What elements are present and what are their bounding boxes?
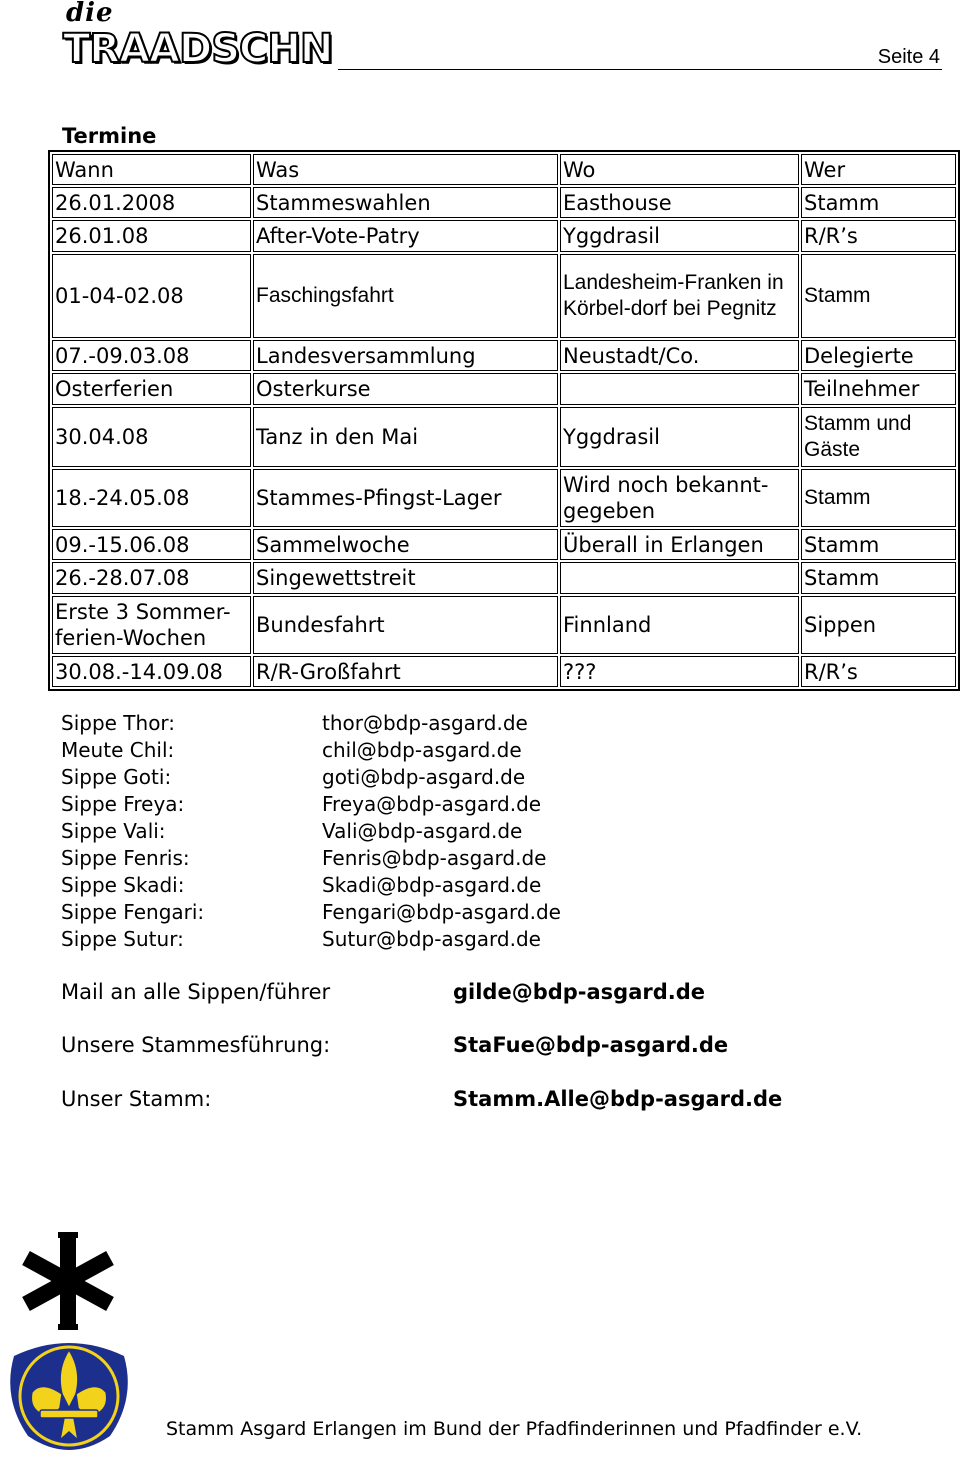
cell-was: Landesversammlung: [253, 340, 558, 371]
cell-wo: Landesheim-Franken in Körbel-dorf bei Pegnitz: [560, 254, 799, 338]
contact-email[interactable]: Sutur@bdp-asgard.de: [322, 927, 541, 951]
table-row: [52, 373, 956, 405]
mail-label: Unser Stamm:: [61, 1087, 212, 1111]
contact-name: Sippe Goti:: [61, 765, 172, 789]
cell-wann: 30.04.08: [52, 407, 251, 467]
table-row: [52, 596, 956, 654]
cell-wo: Yggdrasil: [560, 220, 799, 252]
contact-name: Sippe Fenris:: [61, 846, 190, 870]
contact-name: Sippe Vali:: [61, 819, 166, 843]
traadschn-logo: [60, 2, 335, 72]
table-row: [52, 340, 956, 371]
cell-wer: Stamm und Gäste: [801, 407, 956, 467]
cell-wann: 26.-28.07.08: [52, 562, 251, 594]
cell-wer: Teilnehmer: [801, 373, 956, 405]
cell-wann: 30.08.-14.09.08: [52, 656, 251, 687]
schedule-table: [48, 150, 960, 691]
cell-wo: [560, 562, 799, 594]
footer-text: Stamm Asgard Erlangen im Bund der Pfadfinderinnen und Pfadfinder e.V.: [166, 1418, 863, 1440]
mail-label: Unsere Stammesführung:: [61, 1033, 331, 1057]
table-row: [52, 529, 956, 560]
mail-label: Mail an alle Sippen/führer: [61, 980, 331, 1004]
contact-row: [61, 818, 561, 845]
cell-was: After-Vote-Patry: [253, 220, 558, 252]
contact-email[interactable]: Freya@bdp-asgard.de: [322, 792, 542, 816]
contact-name: Sippe Freya:: [61, 792, 185, 816]
table-header-row: [52, 154, 956, 185]
contact-name: Meute Chil:: [61, 738, 175, 762]
contact-row: [61, 737, 561, 764]
cell-wo: Wird noch bekannt-gegeben: [560, 469, 799, 527]
table-row: [52, 469, 956, 527]
cell-wo: ???: [560, 656, 799, 687]
contact-name: Sippe Thor:: [61, 711, 176, 735]
mail-address[interactable]: gilde@bdp-asgard.de: [453, 980, 706, 1004]
page-number: Seite 4: [877, 46, 940, 68]
contact-list: [61, 710, 561, 953]
cell-wann: 07.-09.03.08: [52, 340, 251, 371]
logo-small-text: die: [66, 0, 114, 28]
cell-was: Sammelwoche: [253, 529, 558, 560]
contact-row: [61, 710, 561, 737]
header-cell: Wann: [52, 154, 251, 185]
cell-wo: Easthouse: [560, 187, 799, 218]
section-title: Termine: [62, 124, 157, 148]
cell-was: Bundesfahrt: [253, 596, 558, 654]
cell-was: R/R-Großfahrt: [253, 656, 558, 687]
contact-email[interactable]: Vali@bdp-asgard.de: [322, 819, 523, 843]
header-divider: [338, 69, 942, 70]
contact-name: Sippe Sutur:: [61, 927, 184, 951]
table-row: [52, 187, 956, 218]
contact-row: [61, 845, 561, 872]
contact-email[interactable]: Fengari@bdp-asgard.de: [322, 900, 561, 924]
cell-wer: Stamm: [801, 562, 956, 594]
cell-was: Faschingsfahrt: [253, 254, 558, 338]
mail-address[interactable]: StaFue@bdp-asgard.de: [453, 1033, 729, 1057]
cell-wo: Neustadt/Co.: [560, 340, 799, 371]
cell-wer: Sippen: [801, 596, 956, 654]
cell-wer: Stamm: [801, 187, 956, 218]
cell-wann: 26.01.2008: [52, 187, 251, 218]
cell-was: Singewettstreit: [253, 562, 558, 594]
contact-email[interactable]: thor@bdp-asgard.de: [322, 711, 528, 735]
header-cell: Wo: [560, 154, 799, 185]
header-cell: Wer: [801, 154, 956, 185]
cell-wann: Osterferien: [52, 373, 251, 405]
table-row: [52, 562, 956, 594]
cell-was: Osterkurse: [253, 373, 558, 405]
cell-wann: Erste 3 Sommer-ferien-Wochen: [52, 596, 251, 654]
cell-wann: 18.-24.05.08: [52, 469, 251, 527]
cell-wer: Stamm: [801, 254, 956, 338]
table-row: [52, 220, 956, 252]
logo-main-text: TRAADSCHN: [63, 26, 333, 72]
cell-wo: [560, 373, 799, 405]
contact-email[interactable]: goti@bdp-asgard.de: [322, 765, 526, 789]
cell-wann: 09.-15.06.08: [52, 529, 251, 560]
cell-wann: 01-04-02.08: [52, 254, 251, 338]
mail-address[interactable]: Stamm.Alle@bdp-asgard.de: [453, 1087, 783, 1111]
cell-was: Stammeswahlen: [253, 187, 558, 218]
scout-lily-emblem-icon: [2, 1336, 136, 1460]
contact-name: Sippe Fengari:: [61, 900, 205, 924]
cell-wer: R/R’s: [801, 220, 956, 252]
table-row: [52, 254, 956, 338]
cell-wo: Überall in Erlangen: [560, 529, 799, 560]
cell-wer: R/R’s: [801, 656, 956, 687]
cell-wo: Yggdrasil: [560, 407, 799, 467]
header-cell: Was: [253, 154, 558, 185]
contact-row: [61, 899, 561, 926]
cell-wann: 26.01.08: [52, 220, 251, 252]
cell-was: Stammes-Pfingst-Lager: [253, 469, 558, 527]
contact-name: Sippe Skadi:: [61, 873, 185, 897]
contact-row: [61, 764, 561, 791]
cell-wer: Stamm: [801, 529, 956, 560]
cell-wer: Stamm: [801, 469, 956, 527]
table-row: [52, 407, 956, 467]
contact-email[interactable]: Fenris@bdp-asgard.de: [322, 846, 547, 870]
table-row: [52, 656, 956, 687]
cell-was: Tanz in den Mai: [253, 407, 558, 467]
cell-wo: Finnland: [560, 596, 799, 654]
cell-wer: Delegierte: [801, 340, 956, 371]
contact-row: [61, 872, 561, 899]
contact-row: [61, 926, 561, 953]
contact-row: [61, 791, 561, 818]
contact-email[interactable]: Skadi@bdp-asgard.de: [322, 873, 542, 897]
contact-email[interactable]: chil@bdp-asgard.de: [322, 738, 522, 762]
asterisk-emblem-icon: [18, 1232, 118, 1330]
